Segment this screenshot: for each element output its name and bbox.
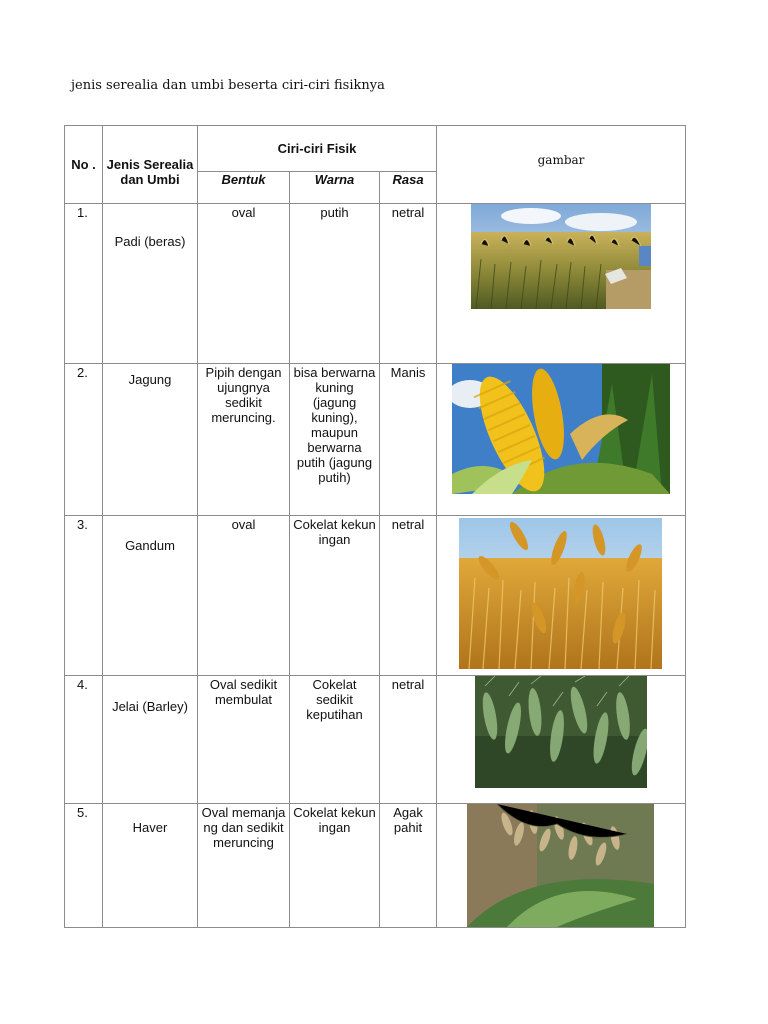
oat-plant-photo: [467, 804, 654, 927]
row-warna: bisa berwarna kuning (jagung kuning), maupun berwarna putih (jagung putih): [290, 364, 380, 516]
row-jenis: Padi (beras): [103, 204, 198, 364]
row-rasa: netral: [380, 676, 437, 804]
row-warna: putih: [290, 204, 380, 364]
row-jenis: Jelai (Barley): [103, 676, 198, 804]
document-title: jenis serealia dan umbi beserta ciri-ciri fisiknya: [71, 78, 385, 93]
rice-field-photo: [471, 204, 651, 309]
row-jenis: Jagung: [103, 364, 198, 516]
table-row: [65, 516, 686, 676]
row-bentuk: Pipih dengan ujungnya sedikit meruncing.: [198, 364, 290, 516]
row-gambar: [437, 676, 686, 804]
header-no: No .: [65, 126, 103, 204]
wheat-field-photo: [459, 518, 662, 669]
row-bentuk: Oval memanjang dan sedikit meruncing: [198, 804, 290, 928]
row-gambar: [437, 364, 686, 516]
table-row: [65, 204, 686, 364]
row-bentuk: Oval sedikit membulat: [198, 676, 290, 804]
row-number: 1.: [65, 204, 103, 364]
row-rasa: Agak pahit: [380, 804, 437, 928]
header-warna: Warna: [290, 172, 380, 204]
row-jenis: Haver: [103, 804, 198, 928]
table-row: [65, 364, 686, 516]
row-number: 2.: [65, 364, 103, 516]
row-warna: Cokelat sedikit keputihan: [290, 676, 380, 804]
header-ciri-fisik: Ciri-ciri Fisik: [198, 126, 437, 172]
row-warna: Cokelat kekuningan: [290, 516, 380, 676]
header-gambar: gambar: [437, 126, 686, 204]
row-gambar: [437, 204, 686, 364]
table-row: [65, 676, 686, 804]
header-jenis: Jenis Serealia dan Umbi: [103, 126, 198, 204]
header-rasa: Rasa: [380, 172, 437, 204]
row-rasa: netral: [380, 516, 437, 676]
row-rasa: netral: [380, 204, 437, 364]
row-number: 3.: [65, 516, 103, 676]
row-jenis: Gandum: [103, 516, 198, 676]
row-number: 5.: [65, 804, 103, 928]
barley-photo: [475, 676, 647, 788]
corn-cob-photo: [452, 364, 670, 494]
row-gambar: [437, 516, 686, 676]
row-rasa: Manis: [380, 364, 437, 516]
row-number: 4.: [65, 676, 103, 804]
header-bentuk: Bentuk: [198, 172, 290, 204]
cereal-table: [64, 125, 686, 928]
row-bentuk: oval: [198, 516, 290, 676]
table-row: [65, 804, 686, 928]
row-warna: Cokelat kekuningan: [290, 804, 380, 928]
row-bentuk: oval: [198, 204, 290, 364]
row-gambar: [437, 804, 686, 928]
